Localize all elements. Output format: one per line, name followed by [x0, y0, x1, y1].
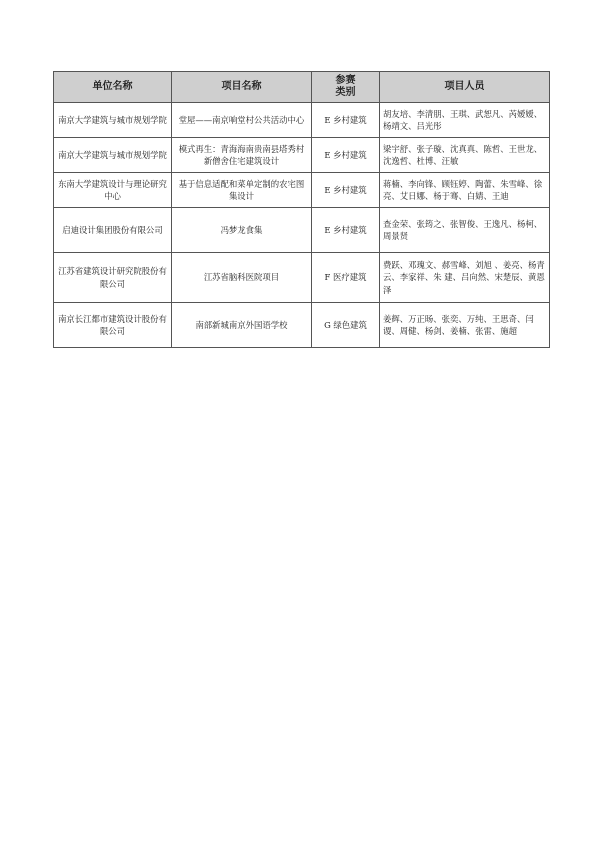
project-cell: 南部新城南京外国语学校	[172, 303, 312, 348]
unit-cell: 江苏省建筑设计研究院股份有限公司	[54, 253, 172, 303]
table-body	[54, 103, 550, 348]
category-cell: F 医疗建筑	[312, 253, 380, 303]
members-cell: 胡友培、李清朋、王琪、武恕凡、芮嫒嫒、杨靖文、吕光彤	[380, 103, 550, 138]
unit-cell: 南京大学建筑与城市规划学院	[54, 138, 172, 173]
table-row	[54, 173, 550, 208]
header-members: 项目人员	[380, 72, 550, 103]
table-row	[54, 303, 550, 348]
members-cell: 蒋楠、李向锋、顾钰婷、陶蕾、朱雪峰、徐亮、艾日娜、杨于骞、白婧、王迪	[380, 173, 550, 208]
project-cell: 冯梦龙食集	[172, 208, 312, 253]
project-cell: 基于信息适配和菜单定制的农宅图集设计	[172, 173, 312, 208]
header-row	[54, 72, 550, 103]
table-row	[54, 138, 550, 173]
award-table	[53, 71, 550, 348]
members-cell: 姜辉、万正旸、张奕、万纯、王思奇、闫谡、周健、杨剑、姜楠、张雷、施超	[380, 303, 550, 348]
category-cell: E 乡村建筑	[312, 173, 380, 208]
category-cell: E 乡村建筑	[312, 138, 380, 173]
unit-cell: 南京大学建筑与城市规划学院	[54, 103, 172, 138]
unit-cell: 启迪设计集团股份有限公司	[54, 208, 172, 253]
unit-cell: 南京长江都市建筑设计股份有限公司	[54, 303, 172, 348]
project-cell: 模式再生：青海海南贵南县塔秀村新僧舍住宅建筑设计	[172, 138, 312, 173]
project-cell: 堂屋——南京响堂村公共活动中心	[172, 103, 312, 138]
unit-cell: 东南大学建筑设计与理论研究中心	[54, 173, 172, 208]
table-row	[54, 253, 550, 303]
header-unit: 单位名称	[54, 72, 172, 103]
header-category: 参赛 类别	[312, 72, 380, 103]
category-cell: E 乡村建筑	[312, 208, 380, 253]
category-cell: G 绿色建筑	[312, 303, 380, 348]
project-cell: 江苏省脑科医院项目	[172, 253, 312, 303]
members-cell: 费跃、邓瑰文、郝雪峰、刘旭 、姜亮、杨青云、李家祥、朱 建、吕向然、宋楚辰、黄恩泽	[380, 253, 550, 303]
table-row	[54, 208, 550, 253]
members-cell: 查金荣、张筠之、张智俊、王逸凡、杨柯、周景贤	[380, 208, 550, 253]
table-header	[54, 72, 550, 103]
table-row	[54, 103, 550, 138]
members-cell: 梁宇舒、张子璇、沈真真、陈哲、王世龙、沈逸哲、杜博、汪敏	[380, 138, 550, 173]
category-cell: E 乡村建筑	[312, 103, 380, 138]
header-project: 项目名称	[172, 72, 312, 103]
